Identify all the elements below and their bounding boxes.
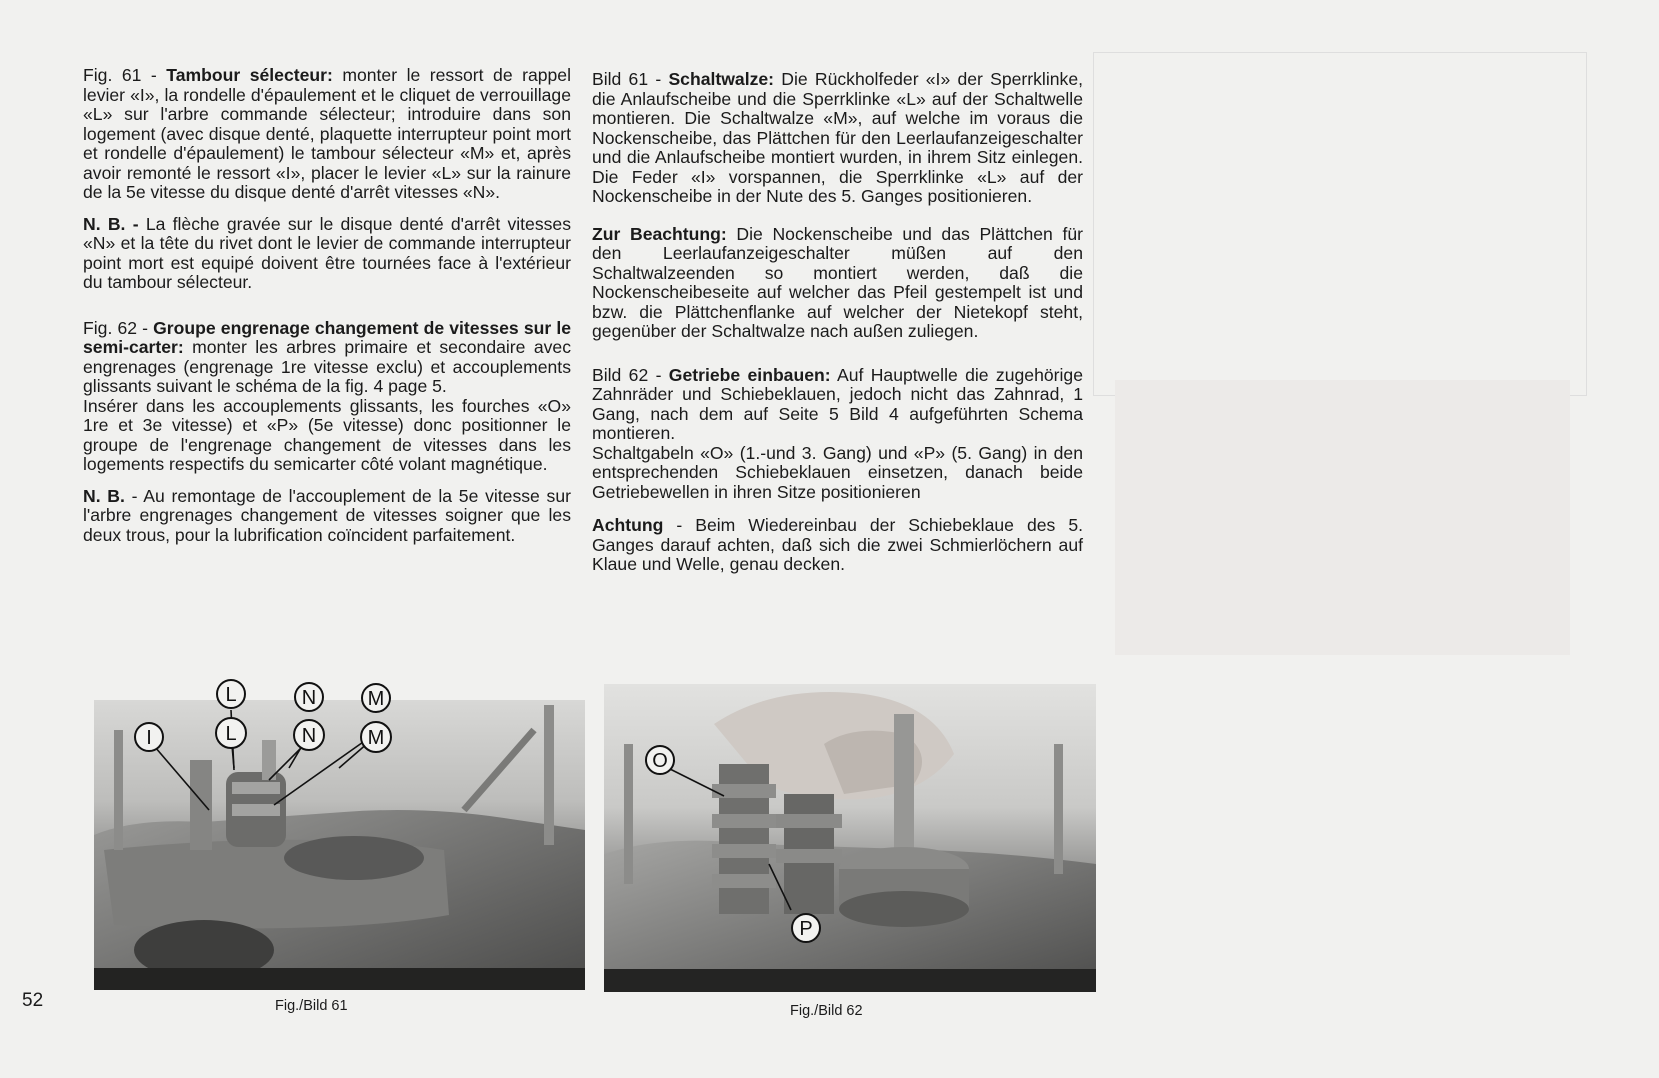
bleed-through-photo-area bbox=[1115, 380, 1570, 655]
svg-text:N: N bbox=[301, 687, 317, 709]
callout-n bbox=[295, 683, 323, 711]
svg-text:L: L bbox=[225, 723, 237, 745]
fig61-callouts bbox=[94, 708, 585, 768]
callout-o bbox=[646, 746, 674, 774]
callout-m-label bbox=[361, 722, 391, 752]
svg-text:P: P bbox=[799, 918, 813, 940]
page-number: 52 bbox=[22, 990, 44, 1011]
beachtung-paragraph-de: Zur Beachtung: Die Nockenscheibe und das Plättchen für den Leerlaufanzeigeschalter müßen auf den Schaltwalzeenden so montiert werden, daß die Nockenscheibeseite auf welcher das Pfeil gestempelt ist und bzw. die Plättchenflanke auf welcher der Nietekopf steht, gegenüber der Schaltwalze nach außen zuliegen. bbox=[592, 223, 1083, 341]
svg-text:M: M bbox=[367, 688, 385, 710]
bild62-paragraph2-de: Schaltgabeln «O» (1.-und 3. Gang) und «P» (5. Gang) in den entsprechenden Schiebeklauen einsetzen, danach beide Getriebewellen in ihren Sitze positionieren bbox=[592, 442, 1083, 502]
callout-l-label bbox=[216, 718, 246, 748]
fig61-caption: Fig./Bild 61 bbox=[275, 998, 348, 1014]
fig61-paragraph-fr: Fig. 61 - Tambour sélecteur: monter le ressort de rappel levier «I», la rondelle d'épaulement et le cliquet de verrouillage «L» sur l'arbre commande sélecteur; introduire dans son logement (avec disque denté, plaquette interrupteur point mort et rondelle d'épaulement) le tambour sélecteur «M» et, après avoir remonté le ressort «I», placer le levier «L» sur la rainure de la 5e vitesse du disque denté d'arrêt vitesses «N». bbox=[83, 65, 572, 202]
fig62-photo bbox=[604, 684, 1096, 992]
callout-l bbox=[217, 680, 245, 708]
svg-text:N: N bbox=[301, 725, 317, 747]
svg-text:I: I bbox=[146, 727, 152, 749]
bleed-through-figure-frame bbox=[1093, 52, 1587, 396]
nb1-paragraph-fr: N. B. - La flèche gravée sur le disque denté d'arrêt vitesses «N» et la tête du rivet dont le levier de commande interrupteur point mort est equipé doivent être tournées face à l'extérieur du tambour sélecteur. bbox=[83, 213, 572, 292]
fig62-paragraph2-fr: Insérer dans les accouplements glissants, les fourches «O» 1re et 3e vitesse) et «P» (5e vitesse) donc positionner le groupe de l'engrenage changement de vitesses dans les logements respectifs du semicarter côté volant magnétique. bbox=[83, 395, 571, 474]
fig62-caption: Fig./Bild 62 bbox=[790, 1003, 863, 1019]
german-column bbox=[592, 70, 1083, 587]
callout-p bbox=[792, 914, 820, 942]
bild62-paragraph-de: Bild 62 - Getriebe einbauen: Auf Hauptwelle die zugehörige Zahnräder und Schiebeklauen, jedoch nicht das Zahnrad, 1 Gang, nach dem auf Seite 5 Bild 4 aufgeführten Schema montieren. bbox=[592, 364, 1083, 443]
french-column bbox=[83, 66, 571, 557]
fig62-paragraph-fr: Fig. 62 - Groupe engrenage changement de vitesses sur le semi-carter: monter les arbres primaire et secondaire avec engrenages (engrenage 1re vitesse exclu) et accouplements glissants suivant le schéma de la fig. 4 page 5. bbox=[83, 317, 572, 396]
svg-text:M: M bbox=[367, 727, 385, 749]
svg-text:O: O bbox=[652, 750, 668, 772]
nb2-paragraph-fr: N. B. - Au remontage de l'accouplement de la 5e vitesse sur l'arbre engrenages changement de vitesses soigner que les deux trous, pour la lubrification coïncident parfaitement. bbox=[83, 485, 571, 545]
bild61-paragraph-de: Bild 61 - Schaltwalze: Die Rückholfeder «I» der Sperrklinke, die Anlaufscheibe und die Sperrklinke «L» auf der Schaltwelle montieren. Die Schaltwalze «M», auf welche im voraus die Nockenscheibe, das Plättchen für den Leerlaufanzeigeschalter und die Anlaufscheibe montiert wurden, in ihrem Sitz einlegen. Die Feder «I» vorspannen, die Sperrklinke «L» auf der Nockenscheibe in der Nute des 5. Ganges positionieren. bbox=[592, 69, 1083, 206]
callout-n-label bbox=[294, 720, 324, 750]
achtung-paragraph-de: Achtung - Beim Wiedereinbau der Schiebeklaue des 5. Ganges darauf achten, daß sich die zwei Schmierlöchern auf Klaue und Welle, genau decken. bbox=[592, 515, 1083, 574]
svg-text:L: L bbox=[225, 684, 237, 706]
